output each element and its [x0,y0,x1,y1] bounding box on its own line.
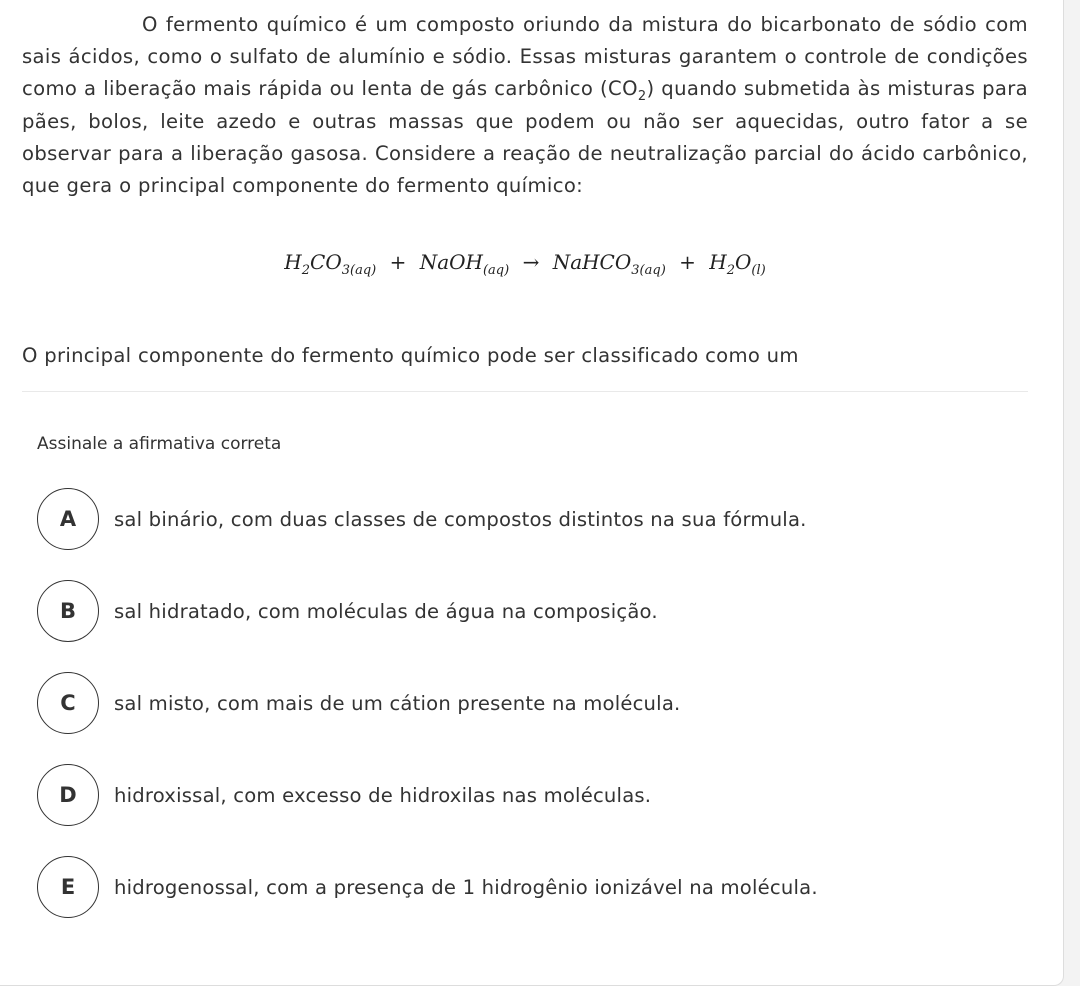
option-text[interactable]: hidrogenossal, com a presença de 1 hidrogênio ionizável na molécula. [114,875,818,899]
option-b[interactable] [37,580,1017,642]
chemical-equation [0,250,1050,278]
question-statement [22,9,1028,202]
answer-prompt: Assinale a afirmativa correta [37,434,282,454]
statement-text-part-2: ) quando submetida às misturas para pães, bolos, leite azedo e outras massas que podem ou não ser aquecidas, outro fator a se observar para a liberação gasosa. Considere a reação de neutralização parcial do ácido carbônico, que gera o principal componente do fermento químico: [22,77,1028,198]
equation-plus: + [679,250,696,274]
equation-term-h2o: $H_2O_{(l)}$ [709,250,766,278]
option-letter-badge[interactable]: D [37,764,99,826]
equation-term-naoh: NaOH$_{(aq)}$ [419,250,510,278]
equation-term-h2co3: $H_2CO_{3(aq)}$ [284,250,377,278]
equation-term-nahco3: NaHCO$_{3(aq)}$ [552,250,666,278]
option-letter-badge[interactable]: C [37,672,99,734]
question-text: O principal componente do fermento químico pode ser classificado como um [22,344,799,367]
option-text[interactable]: sal hidratado, com moléculas de água na composição. [114,599,658,623]
option-letter-badge[interactable]: E [37,856,99,918]
co2-formula: $CO_2$ [608,77,647,105]
option-text[interactable]: hidroxissal, com excesso de hidroxilas nas moléculas. [114,783,652,807]
option-d[interactable] [37,764,1017,826]
equation-arrow: → [522,250,540,274]
option-letter-badge[interactable]: A [37,488,99,550]
statement-text-part-1: O fermento químico é um composto oriundo da mistura do bicarbonato de sódio com sais ácidos, como o sulfato de alumínio e sódio. Essas misturas garantem o controle de condições como a liberação mais rápida ou lenta de gás carbônico ( [22,13,1028,101]
option-c[interactable] [37,672,1017,734]
option-text[interactable]: sal binário, com duas classes de compostos distintos na sua fórmula. [114,507,807,531]
option-a[interactable] [37,488,1017,550]
option-letter-badge[interactable]: B [37,580,99,642]
equation-plus: + [389,250,407,274]
divider [22,391,1028,392]
option-e[interactable] [37,856,1017,918]
option-text[interactable]: sal misto, com mais de um cátion presente na molécula. [114,691,681,715]
